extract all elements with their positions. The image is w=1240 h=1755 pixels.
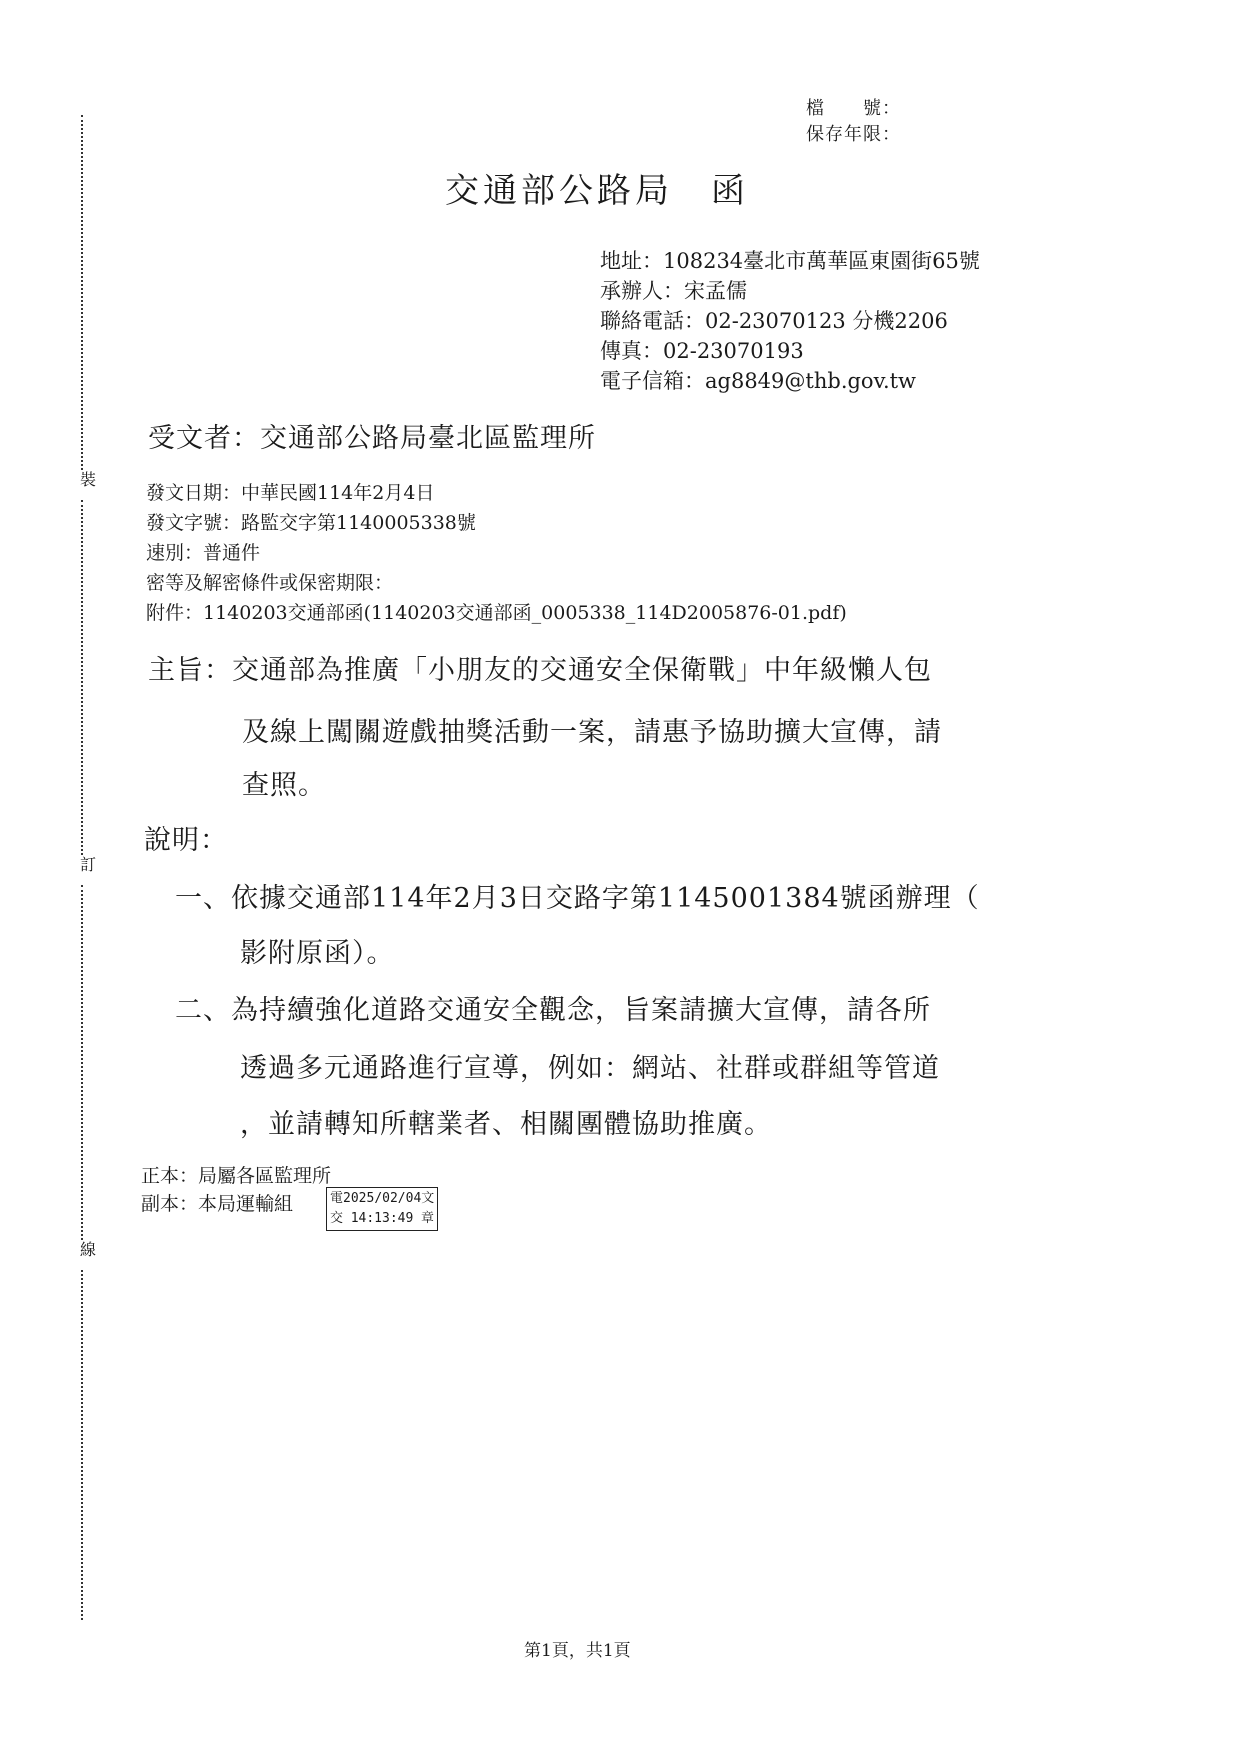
stamp-date: 2025/02/04 xyxy=(343,1191,422,1206)
explanation-item-2-line-1: 二、為持續強化道路交通安全觀念，旨案請擴大宣傳，請各所 xyxy=(175,995,931,1026)
page-number: 第1頁，共1頁 xyxy=(524,1641,631,1661)
issue-date: 發文日期：中華民國114年2月4日 xyxy=(146,482,435,504)
attachment: 附件：1140203交通部函(1140203交通部函_0005338_114D2005876-01.pdf) xyxy=(146,602,847,624)
handler-name: 承辦人：宋孟儒 xyxy=(600,279,747,303)
sender-address: 地址：108234臺北市萬華區東園街65號 xyxy=(600,249,980,273)
binding-dotted-line xyxy=(81,885,83,1240)
binding-dotted-line xyxy=(81,1270,83,1620)
electronic-exchange-stamp xyxy=(326,1187,438,1231)
recipient: 受文者：交通部公路局臺北區監理所 xyxy=(148,423,596,454)
explanation-item-1-line-2: 影附原函）。 xyxy=(240,938,395,969)
copy-recipients: 副本：本局運輸組 xyxy=(141,1193,294,1215)
delivery-speed: 速別：普通件 xyxy=(146,542,261,564)
binding-mark-middle: 訂 xyxy=(76,855,100,875)
secrecy-level: 密等及解密條件或保密期限： xyxy=(146,572,394,594)
explanation-heading: 說明： xyxy=(144,825,228,856)
binding-mark-bottom: 線 xyxy=(76,1240,100,1260)
subject-line-1: 主旨：交通部為推廣「小朋友的交通安全保衛戰」中年級懶人包 xyxy=(148,655,932,686)
contact-phone: 聯絡電話：02-23070123 分機2206 xyxy=(600,309,948,333)
explanation-item-1-line-1: 一、依據交通部114年2月3日交路字第1145001384號函辦理（ xyxy=(175,883,980,914)
binding-dotted-line xyxy=(81,500,83,855)
binding-mark-top: 裝 xyxy=(76,470,100,490)
stamp-char: 文 xyxy=(421,1191,435,1206)
stamp-time: 14:13:49 xyxy=(350,1211,414,1226)
document-title: 交通部公路局 函 xyxy=(445,171,749,211)
file-number-label: 檔 號： xyxy=(806,98,901,119)
explanation-item-2-line-2: 透過多元通路進行宣導，例如：網站、社群或群組等管道 xyxy=(240,1053,940,1084)
stamp-char: 電 xyxy=(330,1191,344,1206)
original-recipients: 正本：局屬各區監理所 xyxy=(141,1165,332,1187)
subject-line-3: 查照。 xyxy=(242,770,326,801)
explanation-item-2-line-3: ，並請轉知所轄業者、相關團體協助推廣。 xyxy=(240,1109,772,1140)
retention-period-label: 保存年限： xyxy=(806,124,901,145)
binding-dotted-line xyxy=(81,115,83,470)
stamp-char: 章 xyxy=(420,1211,434,1226)
stamp-char: 交 xyxy=(330,1211,344,1226)
document-number: 發文字號：路監交字第1140005338號 xyxy=(146,512,476,534)
contact-email: 電子信箱：ag8849@thb.gov.tw xyxy=(600,369,917,393)
subject-line-2: 及線上闖關遊戲抽獎活動一案，請惠予協助擴大宣傳，請 xyxy=(242,717,942,748)
contact-fax: 傳真：02-23070193 xyxy=(600,339,804,363)
